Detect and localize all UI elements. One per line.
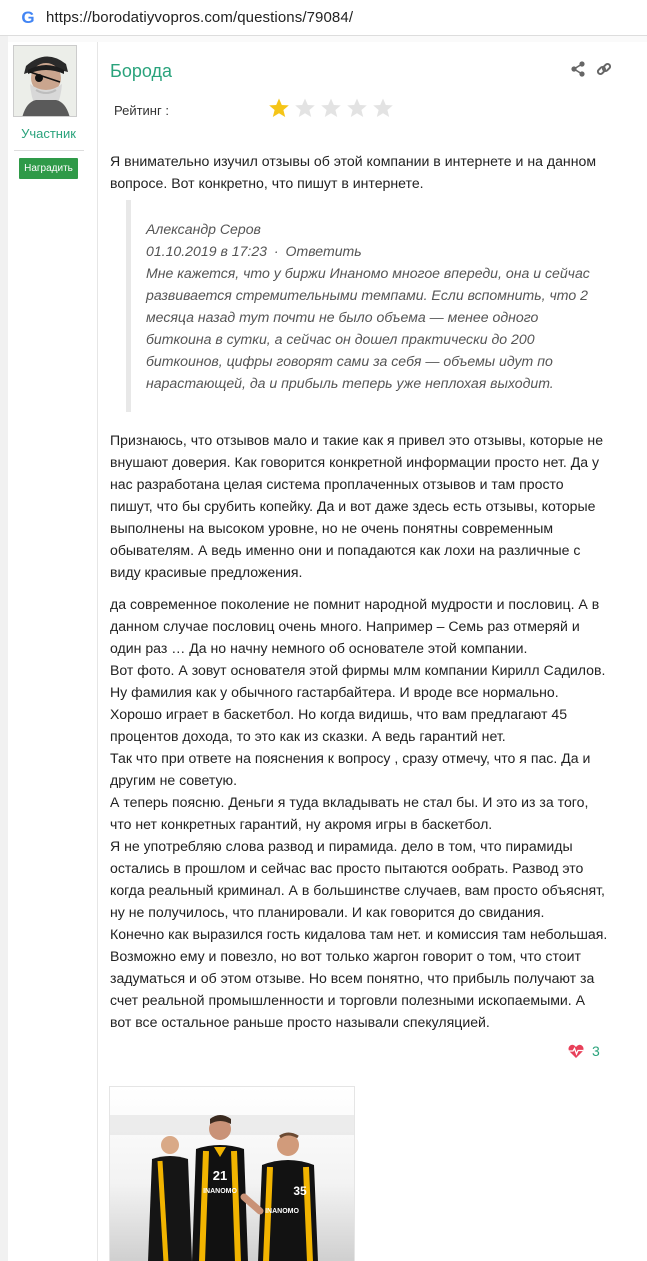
page-frame-left <box>0 36 8 1261</box>
post-paragraph: Признаюсь, что отзывов мало и такие как я привел это отзывы, которые не внушают доверия. Как говорится конкретной информации просто нет. Да у нас разработана целая система проплаченных отзывов и там просто пишут, что бы срубить копейку. Да и вот даже здесь есть отзывы, которые выполнены на высоком уровне, но не очень понятны современным обывателям. А ведь именно они и попадаются как лохи на различные с виду красивые предложения. <box>110 432 604 580</box>
user-role: Участник <box>21 126 76 141</box>
author-name[interactable]: Борода <box>110 61 172 81</box>
quote-reply-link[interactable]: Ответить <box>285 243 362 259</box>
award-button[interactable]: Наградить <box>19 158 78 179</box>
quote-separator: · <box>273 243 279 259</box>
post-line: А теперь поясню. Деньги я туда вкладывать не стал бы. И это из за того, что нет конкретных гарантий, ну акромя игры в баскетбол. <box>110 794 589 832</box>
quote-text: Мне кажется, что у биржи Инаномо многое впереди, она и сейчас развивается стремительными темпами. Если вспомнить, что 2 месяца назад тут почти не было объема — менее одного биткоина в сутки, а сейчас он дошел практически до 200 биткоинов, цифры говорят сами за себя — объемы идут по нарастающей, да и прибыль теперь уже неплохая выходит. <box>146 265 590 391</box>
post-intro: Я внимательно изучил отзывы об этой компании в интернете и на данном вопросе. Вот конкретно, что пишут в интернете. <box>110 153 597 191</box>
page-frame-top <box>8 36 647 42</box>
star-filled-icon[interactable] <box>268 97 290 119</box>
star-empty-icon[interactable] <box>372 97 394 119</box>
jersey-number-21: 21 <box>212 1168 228 1183</box>
pirate-avatar-icon <box>14 46 77 117</box>
blockquote-bar <box>126 200 131 412</box>
quote-meta <box>146 240 606 262</box>
link-icon[interactable] <box>596 61 612 77</box>
jersey-number-35: 35 <box>293 1184 307 1198</box>
jersey-brand-2: INANOMO <box>265 1208 299 1215</box>
browser-address-bar[interactable] <box>0 0 647 36</box>
post-line: Так что при ответе на пояснения к вопросу , сразу отмечу, что я пас. Да и другим не советую. <box>110 750 591 788</box>
post-line: да современное поколение не помнит народной мудрости и пословиц. А в данном случае пословиц очень много. Например – Семь раз отмеряй и один раз … Да но начну немного об основателе этой компании. <box>110 596 600 656</box>
basketball-players-photo <box>110 1087 355 1261</box>
like-count: 3 <box>592 1043 600 1059</box>
star-empty-icon[interactable] <box>294 97 316 119</box>
divider <box>14 150 84 151</box>
share-icon[interactable] <box>570 61 586 77</box>
post-photo[interactable] <box>109 1086 355 1261</box>
blockquote <box>146 218 606 394</box>
jersey-brand: INANOMO <box>203 1188 237 1195</box>
post-paragraph-block <box>110 593 610 1033</box>
star-empty-icon[interactable] <box>320 97 342 119</box>
post-line: Конечно как выразился гость кидалова там нет. и комиссия там небольшая. Возможно ему и повезло, но вот только жаргон говорит о том, что стоит задуматься и об этом отзыве. Но всем понятно, что прибыль получают за счет реальной промышленности и торговли полезными ископаемыми. А вот все остальное раньше просто называли спекуляцией. <box>110 926 608 1030</box>
url-text[interactable]: https://borodatiyvopros.com/questions/79084/ <box>46 9 354 26</box>
quote-author: Александр Серов <box>146 221 261 237</box>
post-line: Вот фото. А зовут основателя этой фирмы млм компании Кирилл Садилов. Ну фамилия как у обычного гастарбайтера. И вроде все нормально. Хорошо играет в баскетбол. Но когда видишь, что вам предлагают 45 процентов дохода, то это как из сказки. А ведь гарантий нет. <box>110 662 606 744</box>
rating-label: Рейтинг : <box>114 103 169 118</box>
star-empty-icon[interactable] <box>346 97 368 119</box>
column-divider <box>97 42 98 1261</box>
rating-stars[interactable] <box>268 97 394 121</box>
avatar[interactable] <box>13 45 77 117</box>
post-line: Я не употребляю слова развод и пирамида. дело в том, что пирамиды остались в прошлом и сейчас вас просто пытаются ообрать. Развод это когда реальный криминал. А в большинстве случаев, вам просто объяснят, ну не получилось, что планировали. И как говорится до свидания. <box>110 838 605 920</box>
google-g-icon: G <box>21 8 35 27</box>
like-button[interactable] <box>568 1041 600 1061</box>
heart-pulse-icon <box>568 1044 584 1059</box>
quote-date: 01.10.2019 в 17:23 <box>146 243 267 259</box>
